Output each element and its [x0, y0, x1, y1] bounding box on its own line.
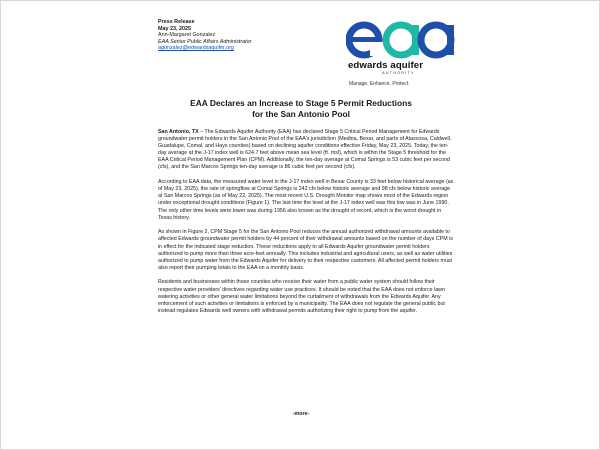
paragraph-1-text: – The Edwards Aquifer Authority (EAA) has declared Stage 5 Critical Period Management for Edwards groundwater permit holders in the San Antonio Pool of the EAA's jurisdiction (Medina, Bexar, and parts of Atascosa, Caldwell, Guadalupe, Comal, and Hays counties) based on declining aquifer conditions effective Friday, May 23, 2025. Today, the ten-day average at the J-17 index well is 624.7 feet above mean sea level (ft. msl), which is within the Stage 5 threshold for the EAA Critical Period Management Plan (CPM). Additionally, the ten-day average at Comal Springs is 53 cubic feet per second (cfs), and the San Marcos Springs ten-day average is 86 cubic feet per second (cfs). [158, 129, 452, 171]
contact-title: EAA Senior Public Affairs Administrator [158, 38, 252, 45]
headline-line-1: EAA Declares an Increase to Stage 5 Permit Reductions [190, 98, 412, 108]
paragraph-4-text: Residents and businesses within those counties who receive their water from a public water system should follow their respective water providers' directives regarding water use practices. It should be noted that the EAA does not enforce lawn watering activities or other general water limitations beyond the curtailment of withdrawals from the Edwards Aquifer. Any enforcement of such activities or limitations is enforced by a municipality. The EAA does not regulate the general public but instead regulates Edwards well owners with withdrawal permits authorizing their right to pump from the aquifer. [158, 279, 445, 314]
paragraph-2 [158, 179, 454, 222]
headline-line-2: for the San Antonio Pool [252, 108, 350, 119]
more-marker: -more- [292, 411, 310, 417]
contact-email-link[interactable]: agonzalez@edwardsaquifer.org [158, 45, 234, 52]
paragraph-3-text: As shown in Figure 2, CPM Stage 5 for the San Antonio Pool reduces the annual authorized withdrawal amounts available to affected Edwards groundwater permit holders by 44 percent of their withdrawal amounts based on the number of days CPM is in effect for the indicated stage reduction. These reductions apply to all Edwards Aquifer groundwater permit holders authorized to pump more than three acre-feet annually. This includes industrial and agricultural users, as well as water utilities authorized to pump water from the Edwards Aquifer for delivery to their respective customers. All affected permit holders must also report their pumping totals to the EAA on a monthly basis. [158, 229, 453, 271]
contact-name: Ann-Margaret Gonzalez [158, 32, 216, 39]
paragraph-1 [158, 129, 454, 172]
logo-tagline: Manage. Enhance. Protect. [349, 81, 410, 87]
eaa-logo-mark-icon [346, 20, 456, 60]
release-header [158, 19, 251, 52]
paragraph-2-text: According to EAA data, the measured water level in the J-17 index well in Bexar County is 33 feet below historical average (as of May 23, 2025), the rate of springflow at Comal Springs is 242 cfs below historic average and 98 cfs below historic average at San Marcos Springs (as of May 22, 2025). The most recent U.S. Drought Monitor map shows most of the Edwards region under exceptional drought conditions (Figure 1). The last time the level at the J-17 index well was this low was in June 1990. The only other time levels were lower was during 1956 also known as the drought of record, which is the worst drought in Texas history. [158, 179, 454, 221]
release-body [158, 129, 454, 323]
headline [151, 98, 451, 119]
release-date: May 23, 2025 [158, 25, 191, 32]
press-release-label: Press Release [158, 19, 195, 25]
paragraph-3 [158, 229, 454, 272]
logo-name: edwards aquifer [348, 60, 424, 71]
logo-subtitle: AUTHORITY [382, 71, 415, 75]
dateline: San Antonio, TX [158, 129, 199, 135]
eaa-logo [346, 20, 456, 80]
paragraph-4 [158, 279, 454, 314]
